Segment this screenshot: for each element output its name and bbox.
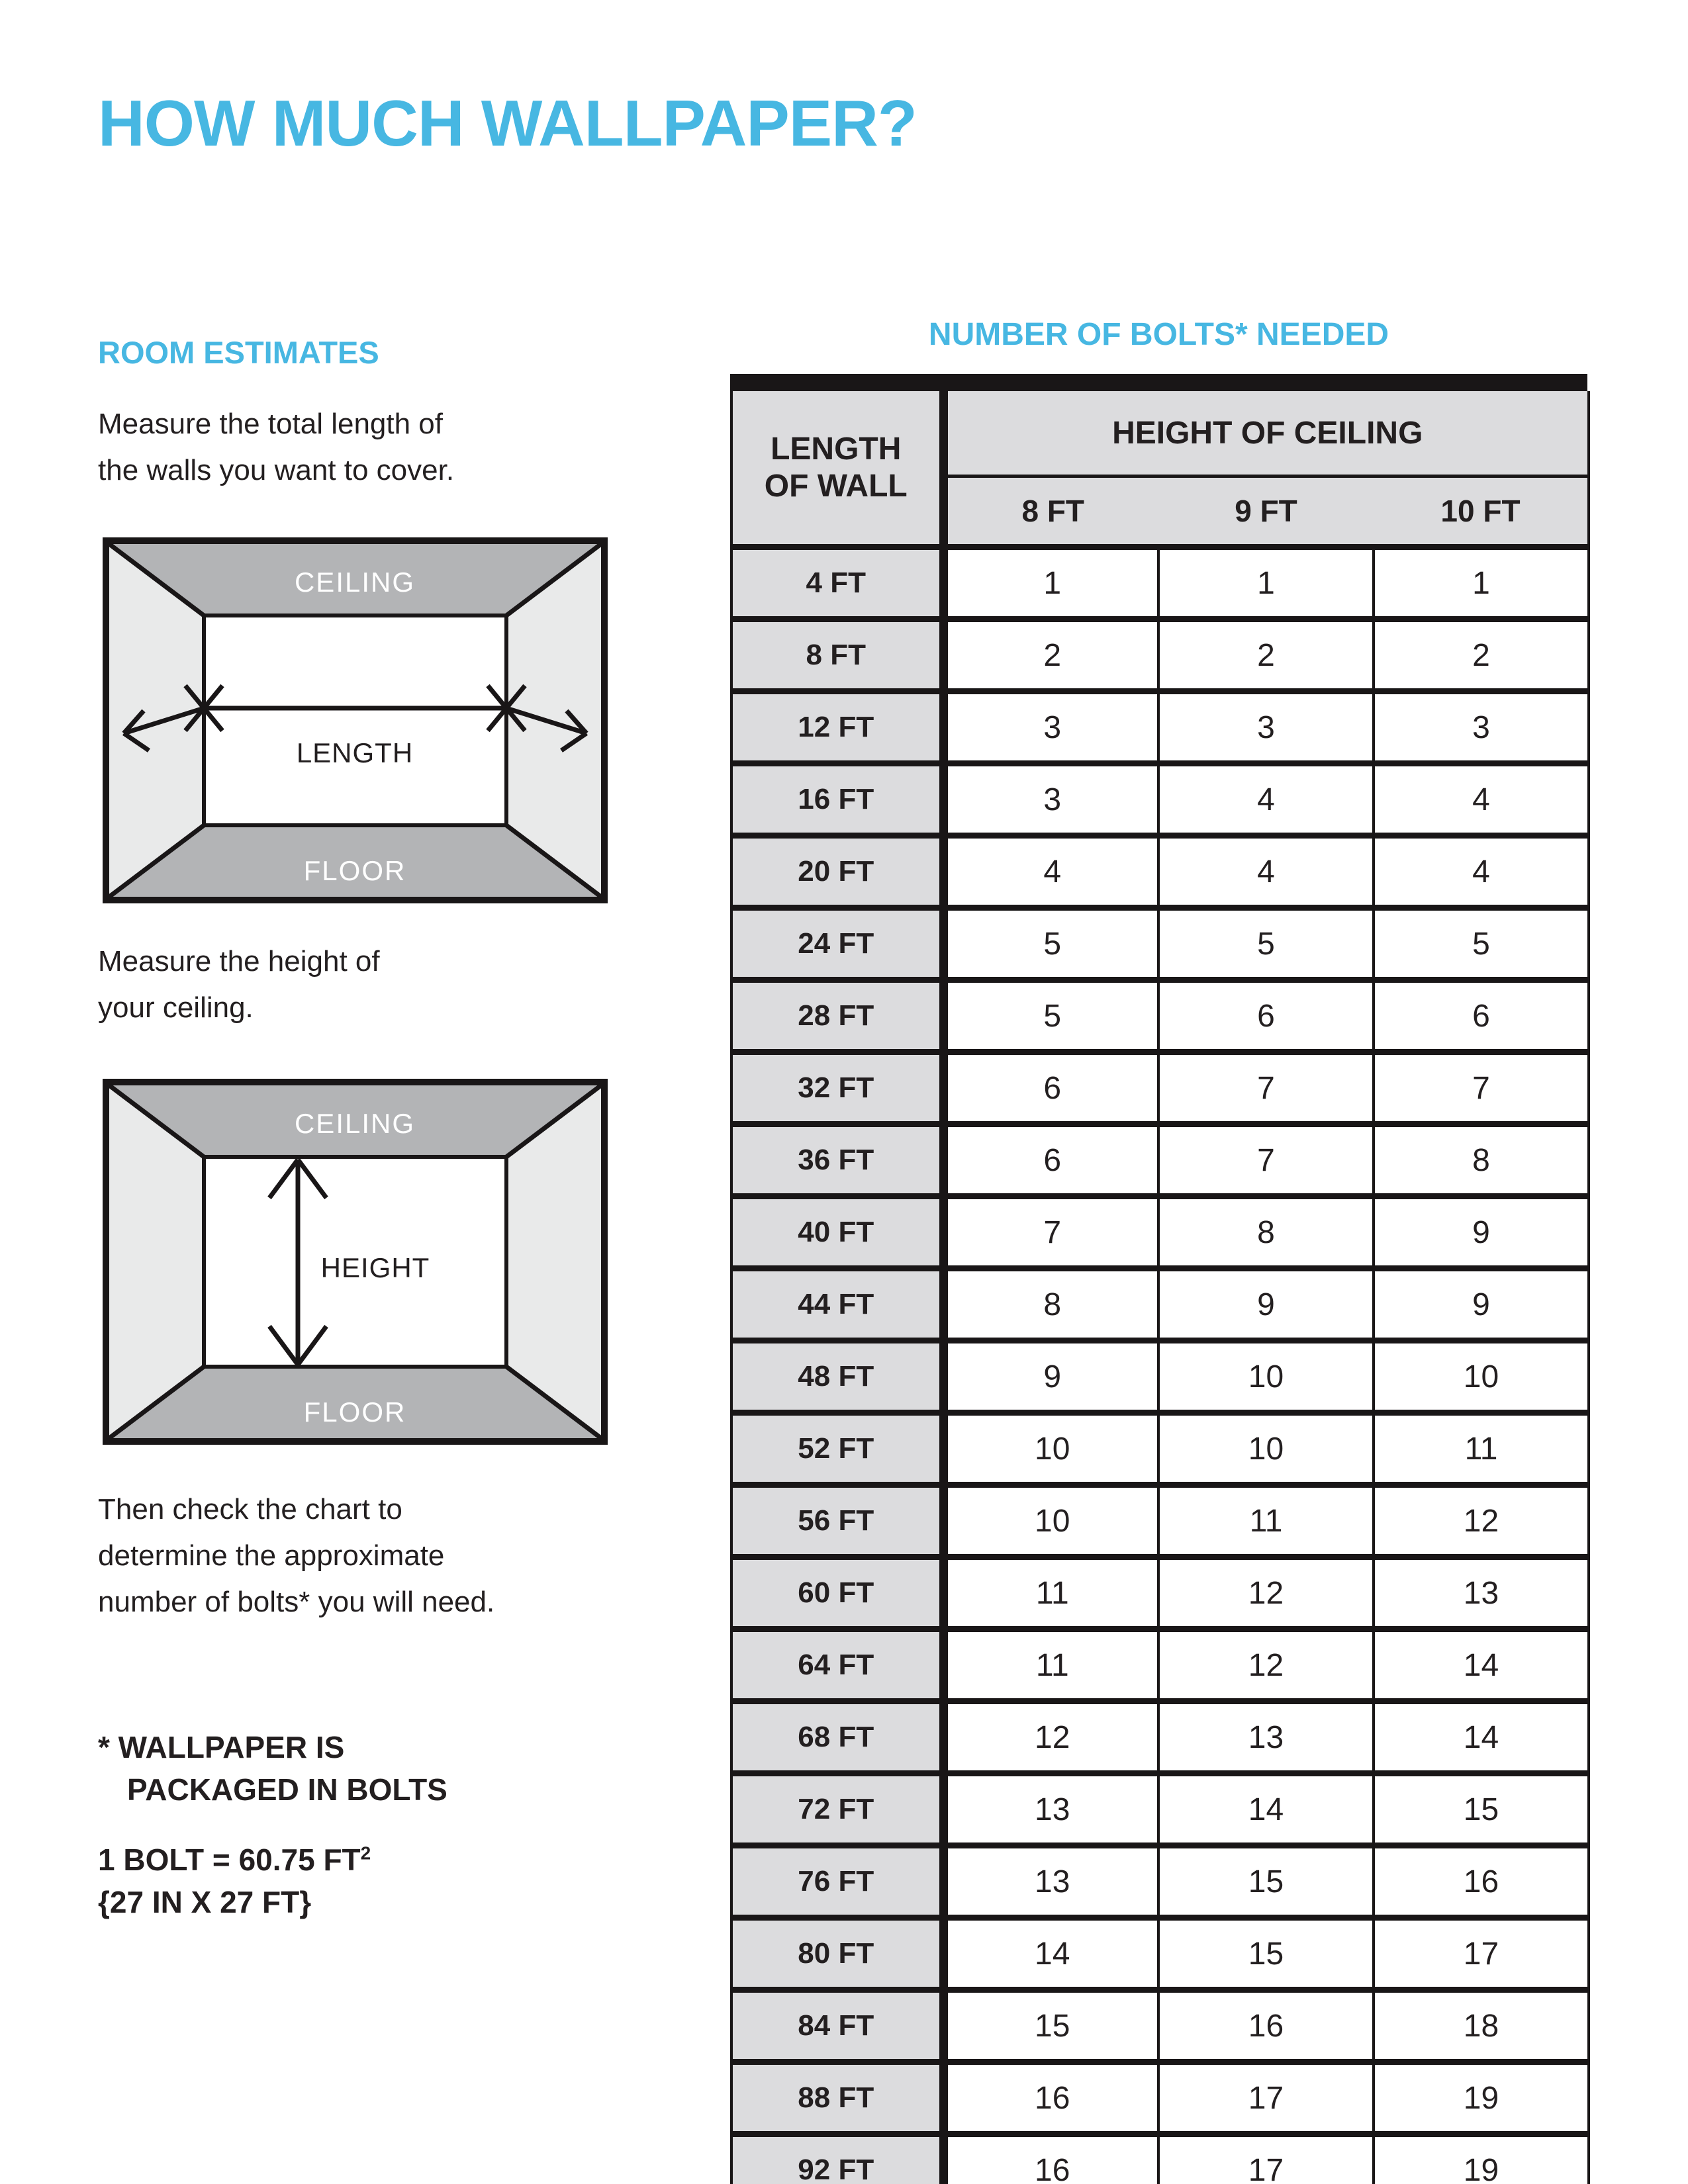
bolt-count-cell: 14 xyxy=(1374,1629,1589,1702)
row-label-length: 72 FT xyxy=(731,1774,943,1846)
bolt-count-cell: 15 xyxy=(1158,1918,1374,1990)
bolt-count-cell: 14 xyxy=(1374,1702,1589,1774)
ceiling-label: CEILING xyxy=(294,567,416,598)
room-height-diagram xyxy=(103,1079,608,1445)
bolt-count-cell: 15 xyxy=(1158,1846,1374,1918)
text-line: 1 BOLT = 60.75 $FT^2$ xyxy=(98,1843,371,1877)
bolt-count-cell: 13 xyxy=(943,1774,1158,1846)
table-row xyxy=(731,908,1589,980)
instruction-measure-height xyxy=(98,938,380,1031)
table-row xyxy=(731,1341,1589,1413)
bolt-count-cell: 4 xyxy=(1158,836,1374,908)
bolt-count-cell: 2 xyxy=(1374,619,1589,692)
text-line: determine the approximate xyxy=(98,1539,445,1572)
text-line: PACKAGED IN BOLTS xyxy=(127,1772,447,1807)
bolt-count-cell: 19 xyxy=(1374,2062,1589,2134)
row-label-length: 16 FT xyxy=(731,764,943,836)
floor-label: FLOOR xyxy=(303,855,406,886)
table-row xyxy=(731,2134,1589,2184)
bolt-count-cell: 3 xyxy=(1158,692,1374,764)
bolt-count-cell: 10 xyxy=(943,1413,1158,1485)
bolt-count-cell: 7 xyxy=(1158,1124,1374,1197)
row-label-length: 68 FT xyxy=(731,1702,943,1774)
bolt-count-cell: 1 xyxy=(1374,547,1589,619)
bolt-count-cell: 6 xyxy=(1158,980,1374,1052)
row-label-length: 40 FT xyxy=(731,1197,943,1269)
bolt-count-cell: 11 xyxy=(1158,1485,1374,1557)
bolt-count-cell: 5 xyxy=(1374,908,1589,980)
table-row xyxy=(731,2062,1589,2134)
bolt-count-cell: 10 xyxy=(1158,1413,1374,1485)
wallpaper-bolts-footnote xyxy=(98,1726,447,1811)
table-row xyxy=(731,1702,1589,1774)
text-line: {27 IN X 27 FT} xyxy=(98,1885,312,1919)
table-top-bar xyxy=(730,374,1587,391)
row-label-length: 44 FT xyxy=(731,1269,943,1341)
bolt-count-cell: 4 xyxy=(943,836,1158,908)
bolt-count-cell: 1 xyxy=(943,547,1158,619)
bolt-count-cell: 6 xyxy=(1374,980,1589,1052)
bolt-count-cell: 12 xyxy=(943,1702,1158,1774)
row-label-length: 84 FT xyxy=(731,1990,943,2062)
bolt-count-cell: 8 xyxy=(1158,1197,1374,1269)
table-heading-number-of-bolts: NUMBER OF BOLTS* NEEDED xyxy=(928,317,1389,352)
text-line: the walls you want to cover. xyxy=(98,454,455,486)
text-line: OF WALL xyxy=(764,468,908,504)
room-length-diagram xyxy=(103,537,608,903)
table-row xyxy=(731,1846,1589,1918)
bolt-count-cell: 9 xyxy=(1158,1269,1374,1341)
bolt-count-cell: 7 xyxy=(1374,1052,1589,1124)
bolt-count-cell: 11 xyxy=(943,1629,1158,1702)
row-label-length: 92 FT xyxy=(731,2134,943,2184)
bolt-count-cell: 9 xyxy=(943,1341,1158,1413)
column-group-header-height-of-ceiling: HEIGHT OF CEILING xyxy=(943,391,1589,477)
bolt-count-cell: 17 xyxy=(1374,1918,1589,1990)
row-label-length: 4 FT xyxy=(731,547,943,619)
bolt-count-cell: 4 xyxy=(1374,836,1589,908)
table-row xyxy=(731,1197,1589,1269)
table-row xyxy=(731,1124,1589,1197)
bolt-count-cell: 17 xyxy=(1158,2062,1374,2134)
table-row xyxy=(731,547,1589,619)
row-label-length: 80 FT xyxy=(731,1918,943,1990)
bolt-count-cell: 5 xyxy=(1158,908,1374,980)
row-label-length: 28 FT xyxy=(731,980,943,1052)
bolt-count-cell: 14 xyxy=(943,1918,1158,1990)
bolt-count-cell: 2 xyxy=(943,619,1158,692)
bolt-count-cell: 12 xyxy=(1158,1557,1374,1629)
text-line: number of bolts* you will need. xyxy=(98,1586,495,1618)
bolt-count-cell: 8 xyxy=(943,1269,1158,1341)
bolt-count-cell: 16 xyxy=(1374,1846,1589,1918)
bolt-count-cell: 7 xyxy=(943,1197,1158,1269)
bolt-count-cell: 8 xyxy=(1374,1124,1589,1197)
row-label-length: 12 FT xyxy=(731,692,943,764)
bolt-count-cell: 17 xyxy=(1158,2134,1374,2184)
table-row xyxy=(731,1052,1589,1124)
bolt-count-cell: 2 xyxy=(1158,619,1374,692)
text-line: Then check the chart to xyxy=(98,1493,402,1525)
row-label-length: 48 FT xyxy=(731,1341,943,1413)
bolts-table-body xyxy=(731,547,1589,2184)
bolt-count-cell: 14 xyxy=(1158,1774,1374,1846)
bolt-count-cell: 11 xyxy=(943,1557,1158,1629)
bolt-count-cell: 1 xyxy=(1158,547,1374,619)
floor-label: FLOOR xyxy=(303,1396,406,1428)
bolt-count-cell: 16 xyxy=(1158,1990,1374,2062)
column-header-9ft: 9 FT xyxy=(1158,477,1374,547)
column-header-10ft: 10 FT xyxy=(1374,477,1589,547)
bolt-count-cell: 16 xyxy=(943,2134,1158,2184)
bolt-count-cell: 7 xyxy=(1158,1052,1374,1124)
bolt-size-info xyxy=(98,1839,371,1923)
bolt-count-cell: 12 xyxy=(1158,1629,1374,1702)
bolt-count-cell: 10 xyxy=(1158,1341,1374,1413)
table-row xyxy=(731,1774,1589,1846)
text-line: your ceiling. xyxy=(98,991,254,1024)
section-heading-room-estimates: ROOM ESTIMATES xyxy=(98,335,379,370)
table-row xyxy=(731,1629,1589,1702)
row-label-length: 64 FT xyxy=(731,1629,943,1702)
height-label: HEIGHT xyxy=(320,1252,430,1283)
bolt-count-cell: 4 xyxy=(1158,764,1374,836)
bolt-count-cell: 19 xyxy=(1374,2134,1589,2184)
page-title: HOW MUCH WALLPAPER? xyxy=(98,87,917,159)
ceiling-label: CEILING xyxy=(294,1108,416,1139)
column-header-length-of-wall xyxy=(731,391,943,547)
text-line: Measure the total length of xyxy=(98,408,443,440)
bolt-count-cell: 13 xyxy=(943,1846,1158,1918)
length-label: LENGTH xyxy=(296,737,414,768)
row-label-length: 24 FT xyxy=(731,908,943,980)
table-row xyxy=(731,1269,1589,1341)
row-label-length: 32 FT xyxy=(731,1052,943,1124)
table-row xyxy=(731,1918,1589,1990)
bolt-count-cell: 5 xyxy=(943,980,1158,1052)
bolt-count-cell: 9 xyxy=(1374,1197,1589,1269)
bolt-count-cell: 5 xyxy=(943,908,1158,980)
table-row xyxy=(731,619,1589,692)
table-row xyxy=(731,1413,1589,1485)
instruction-measure-length xyxy=(98,401,454,494)
row-label-length: 36 FT xyxy=(731,1124,943,1197)
table-row xyxy=(731,980,1589,1052)
table-row xyxy=(731,692,1589,764)
superscript-2: 2 xyxy=(360,1843,371,1864)
bolt-count-cell: 3 xyxy=(943,692,1158,764)
bolt-count-cell: 3 xyxy=(1374,692,1589,764)
bolt-count-cell: 6 xyxy=(943,1052,1158,1124)
table-row xyxy=(731,1557,1589,1629)
row-label-length: 52 FT xyxy=(731,1413,943,1485)
row-label-length: 20 FT xyxy=(731,836,943,908)
bolt-count-cell: 15 xyxy=(943,1990,1158,2062)
bolt-count-cell: 9 xyxy=(1374,1269,1589,1341)
row-label-length: 8 FT xyxy=(731,619,943,692)
bolt-count-cell: 10 xyxy=(1374,1341,1589,1413)
bolt-count-cell: 4 xyxy=(1374,764,1589,836)
bolt-count-cell: 13 xyxy=(1158,1702,1374,1774)
bolt-count-cell: 12 xyxy=(1374,1485,1589,1557)
table-row xyxy=(731,764,1589,836)
table-row xyxy=(731,1990,1589,2062)
column-header-8ft: 8 FT xyxy=(943,477,1158,547)
bolt-count-cell: 15 xyxy=(1374,1774,1589,1846)
text-line: * WALLPAPER IS xyxy=(98,1730,345,1764)
row-label-length: 88 FT xyxy=(731,2062,943,2134)
bolt-count-cell: 10 xyxy=(943,1485,1158,1557)
text-line: Measure the height of xyxy=(98,945,380,978)
text-line: LENGTH xyxy=(771,431,902,467)
bolt-count-cell: 16 xyxy=(943,2062,1158,2134)
back-wall xyxy=(204,615,506,825)
bolt-count-cell: 13 xyxy=(1374,1557,1589,1629)
table-row xyxy=(731,1485,1589,1557)
table-row xyxy=(731,836,1589,908)
bolts-table xyxy=(730,374,1587,2184)
bolt-count-cell: 11 xyxy=(1374,1413,1589,1485)
bolt-count-cell: 6 xyxy=(943,1124,1158,1197)
row-label-length: 60 FT xyxy=(731,1557,943,1629)
instruction-check-chart xyxy=(98,1486,494,1625)
bolt-count-cell: 3 xyxy=(943,764,1158,836)
row-label-length: 76 FT xyxy=(731,1846,943,1918)
bolt-count-cell: 18 xyxy=(1374,1990,1589,2062)
row-label-length: 56 FT xyxy=(731,1485,943,1557)
